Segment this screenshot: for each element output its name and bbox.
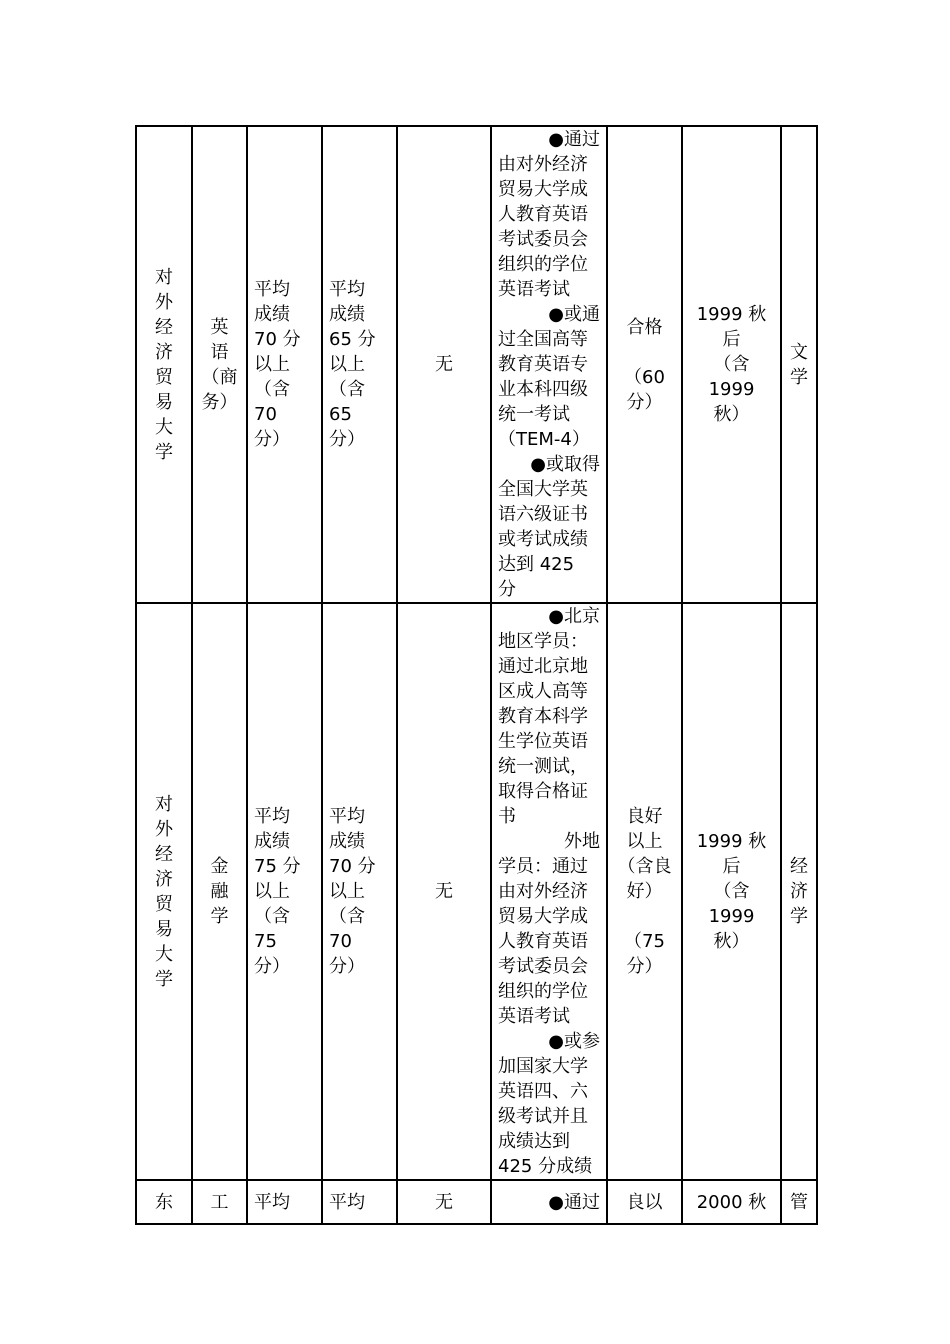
cell-line: 大 [155,943,173,965]
cell-line: 文 [790,341,808,363]
cell-line: ●北京 [548,606,600,627]
cell-line: 70 分 [329,856,376,877]
english-requirement-cell [491,1180,607,1224]
grade-requirement-cell [607,126,682,603]
cell-line: 业本科四级 [498,379,588,400]
cell-line: 贸易大学成 [498,179,588,200]
cell-line: ●通过 [548,129,600,150]
cell-line: 教育本科学 [498,706,588,727]
cell-line: 合格 [626,316,663,338]
cell-line: （含 [713,354,750,375]
cell-line: 英语考试 [498,279,570,300]
cell-line: 地区学员： [498,631,588,652]
cell-line: （含 [254,906,290,927]
cell-line: 2000 秋 [696,1191,767,1213]
cell-line: 分） [626,956,663,977]
cell-line: 学 [155,968,173,990]
cell-line: 1999 秋 [696,304,767,325]
cell-line: 65 分 [329,329,376,350]
cell-line: 达到 425 [498,554,575,575]
university-cell [136,1180,192,1224]
cell-line: （含 [713,881,750,902]
degree-type-cell [781,603,817,1180]
cell-line: 加国家大学 [498,1056,588,1077]
cell-line: 贸易大学成 [498,906,588,927]
cell-line: 75 [254,931,277,952]
cell-line: 贸 [155,366,173,388]
cell-line: 级考试并且 [498,1106,588,1127]
cell-line: 学 [210,906,229,927]
english-requirement-cell [491,603,607,1180]
cell-line: 由对外经济 [498,881,588,902]
grade-requirement-cell [607,603,682,1180]
cell-line: 后 [722,856,741,877]
cell-line: 分 [498,579,516,600]
cell-line: 英语四、六 [498,1081,588,1102]
avg-score-requirement-alt-cell [322,126,397,603]
extra-requirement-cell [397,603,491,1180]
cell-line: 对 [155,266,173,288]
cell-line: 成绩 [254,304,290,325]
avg-score-requirement-cell [247,1180,322,1224]
cell-line: 通过北京地 [498,656,588,677]
english-requirement-cell [491,126,607,603]
cell-line: 学 [790,366,808,388]
cell-line: （含 [254,379,290,400]
table-row [136,1180,817,1224]
extra-requirement-cell [397,1180,491,1224]
cell-line: 对 [155,793,173,815]
cell-line: 65 [329,404,352,425]
cell-line: 人教育英语 [498,931,588,952]
cell-line: 考试委员会 [498,956,588,977]
cell-line: 经 [155,316,173,338]
cell-line: 秋） [713,404,750,425]
admission-year-cell [682,1180,781,1224]
cell-line: 经 [790,856,808,877]
cell-line: 70 [329,931,352,952]
cell-line: 分） [329,429,365,450]
cell-line: （75 [624,931,665,952]
cell-line: 以上 [626,831,663,852]
cell-line: 平均 [329,806,365,827]
cell-line: 70 分 [254,329,301,350]
cell-line: 东 [155,1191,173,1213]
avg-score-requirement-alt-cell [322,603,397,1180]
cell-line: 组织的学位 [498,981,588,1002]
cell-line: （60 [624,366,665,388]
cell-line: 平均 [254,1191,290,1213]
cell-line: 贸 [155,893,173,915]
cell-line: 1999 [708,906,755,927]
cell-line: 教育英语专 [498,354,588,375]
cell-line: 统一考试 [498,404,570,425]
cell-line: 后 [722,329,741,350]
cell-line: 平均 [329,279,365,300]
cell-line: 学员：通过 [498,856,588,877]
avg-score-requirement-cell [247,603,322,1180]
cell-line: 外 [155,818,173,840]
cell-line: 济 [155,868,173,890]
cell-line: 以上 [329,881,365,902]
cell-line: 70 [254,404,277,425]
cell-line: 组织的学位 [498,254,588,275]
major-cell [192,603,247,1180]
cell-text: 无 [435,1191,453,1213]
cell-line: 或考试成绩 [498,529,588,550]
university-cell [136,603,192,1180]
cell-line: 融 [210,881,229,902]
cell-text: 无 [435,354,453,375]
cell-line: 人教育英语 [498,204,588,225]
cell-line: 语 [210,341,229,363]
cell-line: ●或通 [548,304,600,325]
cell-line: 工 [210,1191,229,1213]
extra-requirement-cell [397,126,491,603]
cell-line: 秋） [713,931,750,952]
cell-line: 分） [254,956,290,977]
cell-line: 平均 [329,1191,365,1213]
cell-line: 由对外经济 [498,154,588,175]
cell-line: 好） [626,881,663,902]
grade-requirement-cell [607,1180,682,1224]
cell-text: 无 [435,881,453,902]
cell-line: 经 [155,843,173,865]
cell-line: （TEM-4） [498,429,590,450]
cell-line: 全国大学英 [498,479,588,500]
cell-line: 过全国高等 [498,329,588,350]
degree-type-cell [781,1180,817,1224]
cell-line: ●或参 [548,1031,600,1052]
major-cell [192,1180,247,1224]
cell-line: 考试委员会 [498,229,588,250]
cell-line: 1999 [708,379,755,400]
cell-line: 书 [498,806,516,827]
cell-line: 425 分成绩 [498,1156,593,1177]
cell-line: 大 [155,416,173,438]
cell-line: 成绩 [254,831,290,852]
cell-line: 平均 [254,279,290,300]
cell-line: 英语考试 [498,1006,570,1027]
table-row [136,603,817,1180]
cell-line: ●或取得 [530,454,600,475]
degree-requirements-table [135,125,818,1225]
cell-line: 务） [201,391,238,413]
degree-type-cell [781,126,817,603]
cell-line: （含 [329,906,365,927]
cell-line: 分） [329,956,365,977]
cell-line: 语六级证书 [498,504,588,525]
cell-line: 外 [155,291,173,313]
cell-line: 管 [790,1191,808,1213]
cell-line: 75 分 [254,856,301,877]
cell-line: 以上 [254,881,290,902]
cell-line: 易 [155,918,173,940]
cell-line: 成绩 [329,831,365,852]
cell-line: 成绩 [329,304,365,325]
cell-line: （含 [329,379,365,400]
cell-line: 统一测试， [498,756,588,777]
cell-line: 取得合格证 [498,781,588,802]
cell-line: 英 [210,316,229,338]
cell-line: 分） [626,391,663,413]
cell-line: （商 [201,366,238,388]
cell-line: 学 [790,906,808,927]
cell-line: ●通过 [548,1191,600,1213]
cell-line: 1999 秋 [696,831,767,852]
university-cell [136,126,192,603]
avg-score-requirement-alt-cell [322,1180,397,1224]
cell-line: 以上 [329,354,365,375]
cell-line: 良以 [626,1191,663,1213]
cell-line: （含良 [617,856,672,877]
cell-line: 易 [155,391,173,413]
cell-line: 分） [254,429,290,450]
avg-score-requirement-cell [247,126,322,603]
cell-line: 济 [155,341,173,363]
cell-line: 生学位英语 [498,731,588,752]
cell-line: 金 [210,856,229,877]
table-row [136,126,817,603]
cell-line: 济 [790,881,808,902]
admission-year-cell [682,126,781,603]
cell-line: 以上 [254,354,290,375]
admission-year-cell [682,603,781,1180]
cell-line: 平均 [254,806,290,827]
cell-line [614,340,675,365]
cell-line: 区成人高等 [498,681,588,702]
cell-line [614,904,675,929]
cell-line: 学 [155,441,173,463]
major-cell [192,126,247,603]
cell-line: 成绩达到 [498,1131,570,1152]
cell-line: 良好 [626,806,663,827]
cell-line: 外地 [564,831,600,852]
